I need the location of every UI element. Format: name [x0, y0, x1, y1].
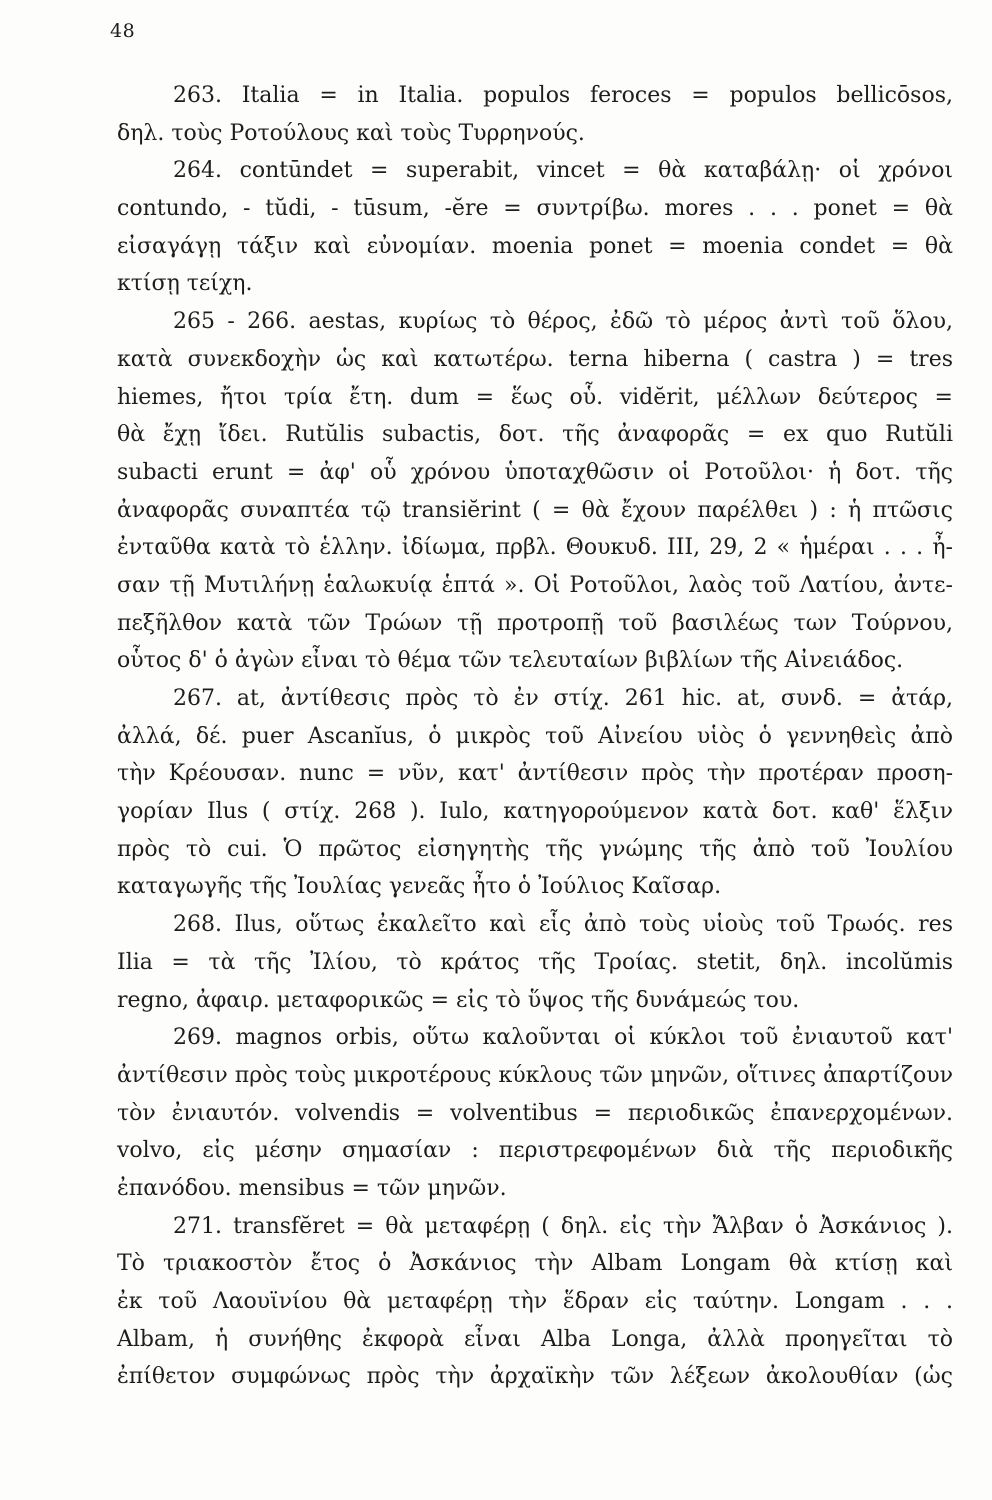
text-line: Ilia = τὰ τῆς Ἰλίου, τὸ κράτος τῆς Τροίας. stetit, δηλ. incolŭmis: [117, 949, 953, 975]
text-line: εἰσαγάγῃ τάξιν καὶ εὐνομίαν. moenia ponet = moenia condet = θὰ: [117, 233, 953, 259]
text-line: πεξῆλθον κατὰ τῶν Τρώων τῇ προτροπῇ τοῦ βασιλέως των Τούρνου,: [117, 610, 953, 636]
text-line: οὗτος δ' ὁ ἀγὼν εἶναι τὸ θέμα τῶν τελευταίων βιβλίων τῆς Αἰνειάδος.: [117, 648, 904, 674]
text-line: ἐνταῦθα κατὰ τὸ ἑλλην. ἰδίωμα, πρβλ. Θουκυδ. III, 29, 2 « ἡμέραι . . . ἦ-: [117, 535, 953, 561]
text-line: θὰ ἔχῃ ἴδει. Rutŭlis subactis, δοτ. τῆς ἀναφορᾶς = ex quo Rutŭli: [117, 422, 953, 448]
text-line: Albam, ἡ συνήθης ἐκφορὰ εἶναι Alba Longa, ἀλλὰ προηγεῖται τὸ: [117, 1326, 953, 1352]
text-line: ἀναφορᾶς συναπτέα τῷ transiĕrint ( = θὰ ἔχουν παρέλθει ) : ἡ πτῶσις: [117, 497, 953, 523]
text-line: ἐπίθετον συμφώνως πρὸς τὴν ἀρχαϊκὴν τῶν λέξεων ἀκολουθίαν (ὡς: [117, 1364, 953, 1390]
text-line: subacti erunt = ἀφ' οὗ χρόνου ὑποταχθῶσιν οἱ Ροτοῦλοι· ἡ δοτ. τῆς: [117, 459, 953, 485]
text-line: ἐκ τοῦ Λαουϊνίου θὰ μεταφέρῃ τὴν ἕδραν εἰς ταύτην. Longam . . .: [117, 1289, 953, 1314]
text-line: hiemes, ἤτοι τρία ἔτη. dum = ἕως οὗ. vidĕrit, μέλλων δεύτερος =: [117, 384, 953, 410]
text-line: κατὰ συνεκδοχὴν ὡς καὶ κατωτέρω. terna hiberna ( castra ) = tres: [117, 346, 953, 372]
text-line: πρὸς τὸ cui. Ὁ πρῶτος εἰσηγητὴς τῆς γνώμης τῆς ἀπὸ τοῦ Ἰουλίου: [117, 836, 953, 862]
text-line: κτίσῃ τείχη.: [117, 271, 253, 297]
text-line: καταγωγῆς τῆς Ἰουλίας γενεᾶς ἦτο ὁ Ἰούλιος Καῖσαρ.: [117, 874, 722, 900]
text-line: 271. transfĕret = θὰ μεταφέρῃ ( δηλ. εἰς τὴν Ἄλβαν ὁ Ἀσκάνιος ).: [173, 1213, 953, 1239]
text-line: 263. Italia = in Italia. populos feroces = populos bellicōsos,: [173, 83, 953, 108]
page-body: [117, 77, 953, 1396]
text-line: contundo, - tŭdi, - tūsum, -ĕre = συντρίβω. mores . . . ponet = θὰ: [117, 196, 953, 222]
text-line: regno, ἀφαιρ. μεταφορικῶς = εἰς τὸ ὕψος τῆς δυνάμεώς του.: [117, 987, 800, 1013]
text-line: σαν τῇ Μυτιλήνῃ ἑαλωκυίᾳ ἑπτά ». Οἱ Ροτοῦλοι, λαὸς τοῦ Λατίου, ἀντε-: [117, 572, 953, 598]
text-line: ἀλλά, δέ. puer Ascanĭus, ὁ μικρὸς τοῦ Αἰνείου υἱὸς ὁ γεννηθεὶς ἀπὸ: [117, 723, 953, 749]
text-line: 267. at, ἀντίθεσις πρὸς τὸ ἐν στίχ. 261 hic. at, συνδ. = ἀτάρ,: [173, 686, 953, 711]
text-line: τὴν Κρέουσαν. nunc = νῦν, κατ' ἀντίθεσιν πρὸς τὴν προτέραν προση-: [117, 761, 953, 787]
text-line: γορίαν Ilus ( στίχ. 268 ). Iulo, κατηγορούμενον κατὰ δοτ. καθ' ἕλξιν: [117, 799, 953, 825]
text-line: 268. Ilus, οὕτως ἐκαλεῖτο καὶ εἷς ἀπὸ τοὺς υἱοὺς τοῦ Τρωός. res: [173, 912, 953, 938]
text-line: 269. magnos orbis, οὕτω καλοῦνται οἱ κύκλοι τοῦ ἐνιαυτοῦ κατ': [173, 1025, 953, 1051]
text-line: τὸν ἐνιαυτόν. volvendis = volventibus = περιοδικῶς ἐπανερχομένων.: [117, 1100, 953, 1126]
text-line: ἀντίθεσιν πρὸς τοὺς μικροτέρους κύκλους τῶν μηνῶν, οἵτινες ἀπαρτίζουν: [117, 1062, 953, 1088]
text-line: 265 - 266. aestas, κυρίως τὸ θέρος, ἐδῶ τὸ μέρος ἀντὶ τοῦ ὅλου,: [173, 309, 953, 335]
text-line: Τὸ τριακοστὸν ἔτος ὁ Ἀσκάνιος τὴν Albam Longam θὰ κτίσῃ καὶ: [117, 1251, 953, 1277]
text-line: 264. contūndet = superabit, vincet = θὰ καταβάλῃ· οἱ χρόνοι: [173, 158, 953, 184]
text-line: ἐπανόδου. mensibus = τῶν μηνῶν.: [117, 1175, 507, 1201]
text-line: δηλ. τοὺς Ροτούλους καὶ τοὺς Τυρρηνούς.: [117, 120, 585, 146]
text-line: volvo, εἰς μέσην σημασίαν : περιστρεφομένων διὰ τῆς περιοδικῆς: [117, 1138, 953, 1164]
page-number: 48: [110, 20, 136, 42]
